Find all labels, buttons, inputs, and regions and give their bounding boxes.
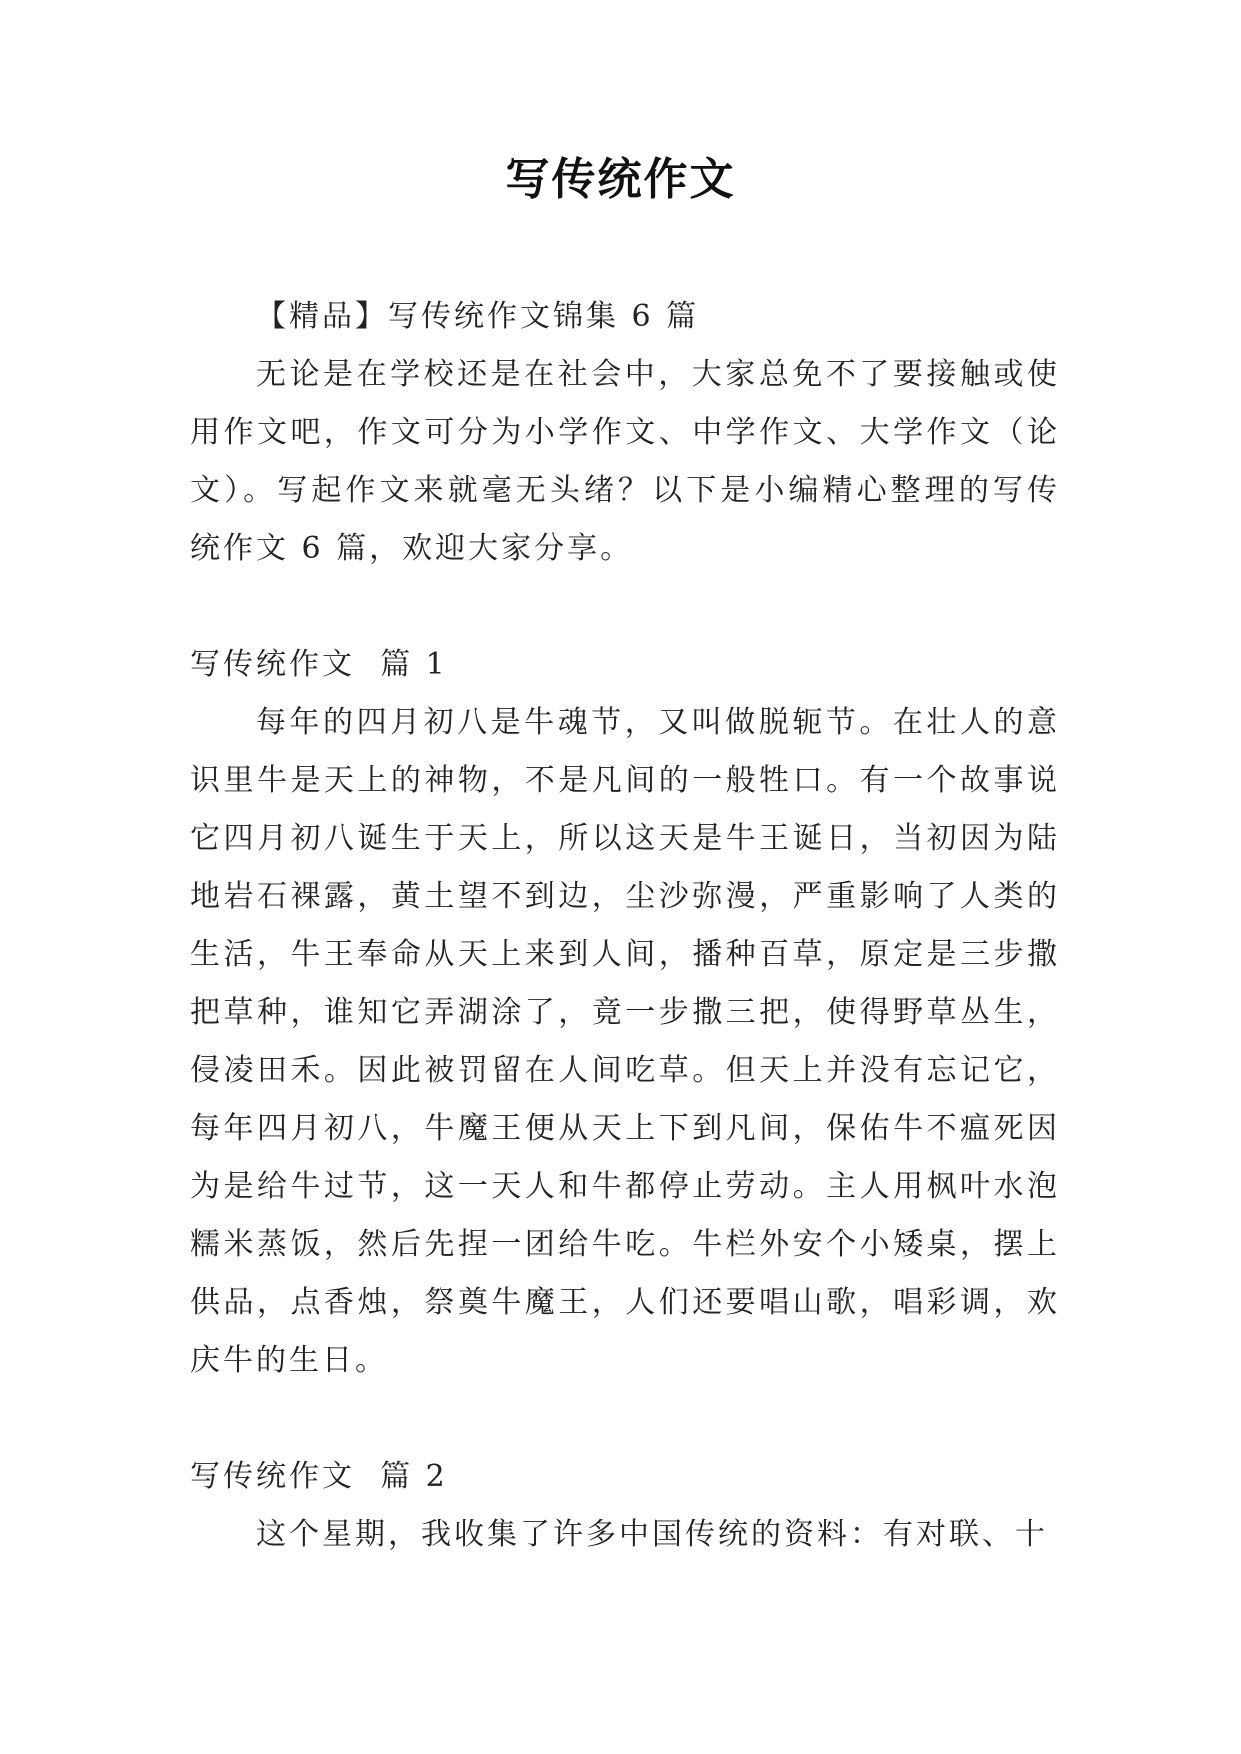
section-heading-2: 写传统作文 篇 2 bbox=[190, 1459, 448, 1494]
document-title: 写传统作文 bbox=[505, 154, 736, 205]
document-body bbox=[190, 288, 1060, 1564]
section-body-2: 这个星期，我收集了许多中国传统的资料：有对联、十 bbox=[256, 1517, 1048, 1552]
intro-paragraph: 无论是在学校还是在社会中，大家总免不了要接触或使用作文吧，作文可分为小学作文、中学作文、大学作文（论文）。写起作文来就毫无头绪？以下是小编精心整理的写传统作文 6 篇，欢迎大家分享。 bbox=[190, 357, 1060, 566]
document-subtitle: 【精品】写传统作文锦集 6 篇 bbox=[256, 299, 700, 334]
section-body-1: 每年的四月初八是牛魂节，又叫做脱轭节。在壮人的意识里牛是天上的神物，不是凡间的一般牲口。有一个故事说它四月初八诞生于天上，所以这天是牛王诞日，当初因为陆地岩石裸露，黄土望不到边，尘沙弥漫，严重影响了人类的生活，牛王奉命从天上来到人间，播种百草，原定是三步撒把草种，谁知它弄湖涂了，竟一步撒三把，使得野草丛生，侵凌田禾。因此被罚留在人间吃草。但天上并没有忘记它，每年四月初八，牛魔王便从天上下到凡间，保佑牛不瘟死因为是给牛过节，这一天人和牛都停止劳动。主人用枫叶水泡糯米蒸饭，然后先捏一团给牛吃。牛栏外安个小矮桌，摆上供品，点香烛，祭奠牛魔王，人们还要唱山歌，唱彩调，欢庆牛的生日。 bbox=[190, 705, 1060, 1378]
section-heading-1: 写传统作文 篇 1 bbox=[190, 647, 448, 682]
